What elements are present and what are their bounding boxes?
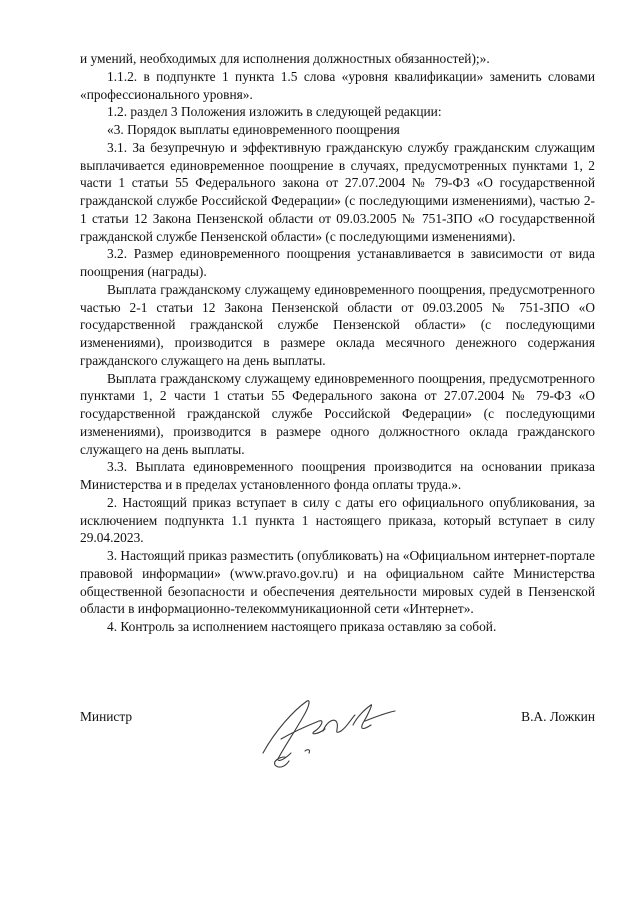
paragraph-1-1-2: 1.1.2. в подпункте 1 пункта 1.5 слова «уровня квалификации» заменить словами «профессионального уровня». xyxy=(80,68,595,102)
signatory-name: В.А. Ложкин xyxy=(521,709,595,724)
section-3-heading: «3. Порядок выплаты единовременного поощрения xyxy=(107,122,400,137)
paragraph-3-1: 3.1. За безупречную и эффективную гражданскую службу гражданским служащим выплачивается единовременное поощрение в случаях, предусмотренных пунктами 1, 2 части 1 статьи 55 Федерального закона от 27.07.2004 № 79-ФЗ «О государственной гражданской службе Российской Федерации» (с последующими изменениями), частью 2-1 статьи 12 Закона Пензенской области от 09.03.2005 № 751-ЗПО «О государственной гражданской службе Пензенской области» (с последующими изменениями). xyxy=(80,139,595,244)
paragraph-payment-federal: Выплата гражданскому служащему единовременного поощрения, предусмотренного пунктами 1, 2 части 1 статьи 55 Федерального закона от 27.07.2004 № 79-ФЗ «О государственной гражданской службе Российской Федерации» (с последующими изменениями), производится в размере одного должностного оклада гражданского служащего на день выплаты. xyxy=(80,370,595,457)
signature-block xyxy=(80,709,595,779)
paragraph-continuation: и умений, необходимых для исполнения должностных обязанностей);». xyxy=(80,51,490,66)
paragraph-1-2: 1.2. раздел 3 Положения изложить в следующей редакции: xyxy=(107,104,442,120)
paragraph-payment-regional: Выплата гражданскому служащему единовременного поощрения, предусмотренного частью 2-1 статьи 12 Закона Пензенской области от 09.03.2005 № 751-ЗПО «О государственной гражданской службе Пензенской области» (с последующими изменениями), производится в размере оклада месячного денежного содержания гражданского служащего на день выплаты. xyxy=(80,281,595,368)
paragraph-2: 2. Настоящий приказ вступает в силу с даты его официального опубликования, за исключением подпункта 1.1 пункта 1 настоящего приказа, который вступает в силу 29.04.2023. xyxy=(80,494,595,546)
paragraph-3: 3. Настоящий приказ разместить (опубликовать) на «Официальном интернет-портале правовой информации» (www.pravo.gov.ru) и на официальном сайте Министерства общественной безопасности и обеспечения деятельности мировых судей в Пензенской области в информационно-телекоммуникационной сети «Интернет». xyxy=(80,548,595,617)
handwritten-signature xyxy=(245,691,405,771)
document-body xyxy=(80,50,595,636)
paragraph-3-2: 3.2. Размер единовременного поощрения устанавливается в зависимости от вида поощрения (награды). xyxy=(80,246,595,279)
paragraph-4: 4. Контроль за исполнением настоящего приказа оставляю за собой. xyxy=(107,619,497,634)
signatory-title: Министр xyxy=(80,709,133,724)
paragraph-3-3: 3.3. Выплата единовременного поощрения производится на основании приказа Министерства и в пределах установленного фонда оплаты труда.». xyxy=(80,459,595,492)
